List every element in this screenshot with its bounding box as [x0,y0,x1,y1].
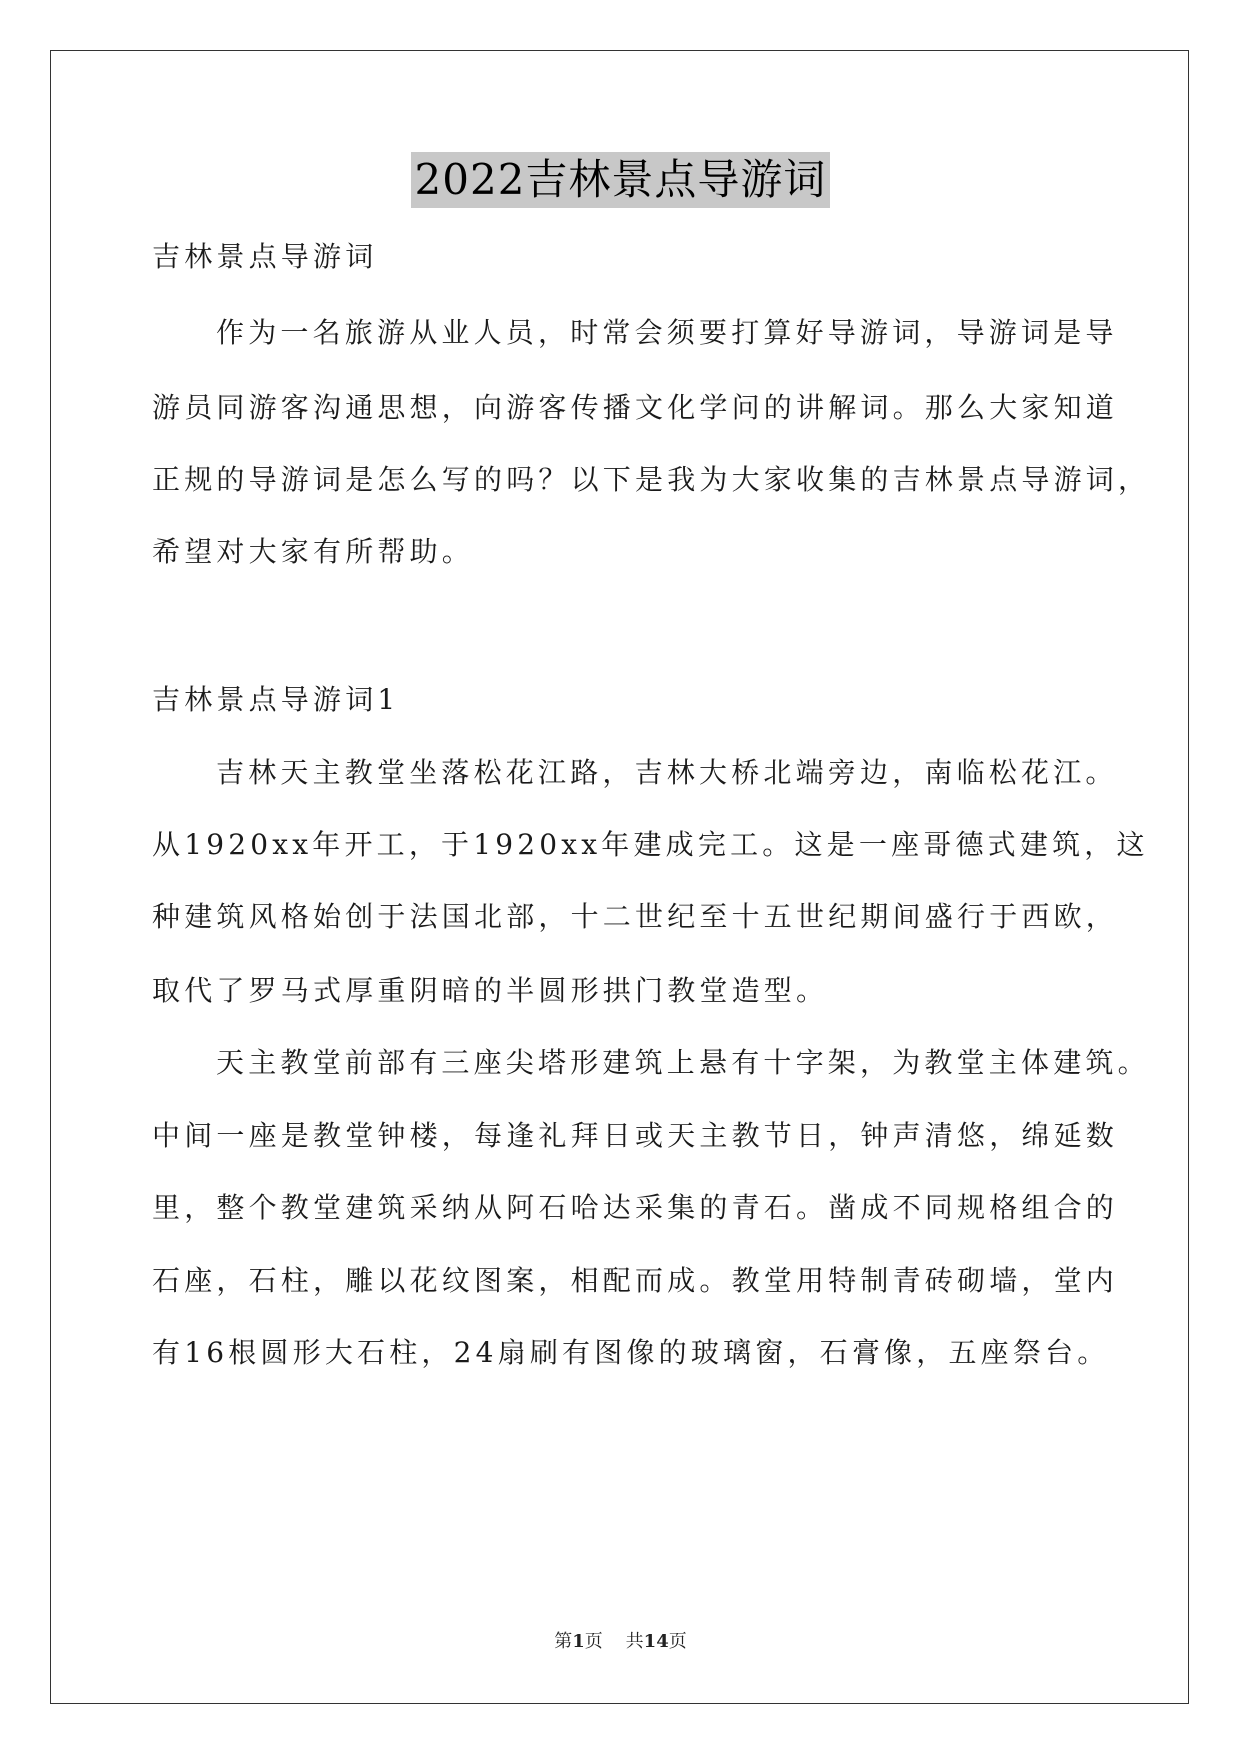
intro-line-3: 正规的导游词是怎么写的吗？以下是我为大家收集的吉林景点导游词， [152,463,1151,496]
para2-line-4: 石座，石柱，雕以花纹图案，相配而成。教堂用特制青砖砌墙，堂内 [152,1264,1119,1297]
para2-line-2: 中间一座是教堂钟楼，每逢礼拜日或天主教节日，钟声清悠，绵延数 [152,1119,1119,1152]
section-heading: 吉林景点导游词1 [152,683,400,716]
page-border [50,50,1189,1704]
footer-page-prefix: 第 [554,1631,573,1652]
footer-total-pages: 14 [643,1631,669,1652]
intro-line-4: 希望对大家有所帮助。 [152,535,475,568]
para2-line-1: 天主教堂前部有三座尖塔形建筑上悬有十字架，为教堂主体建筑。 [216,1046,1150,1079]
para2-line-5: 有16根圆形大石柱，24扇刷有图像的玻璃窗，石膏像，五座祭台。 [152,1336,1110,1369]
para1-line-1: 吉林天主教堂坐落松花江路，吉林大桥北端旁边，南临松花江。 [216,756,1118,789]
footer-page-suffix: 页 [584,1631,603,1652]
document-subtitle: 吉林景点导游词 [152,240,378,273]
para1-line-2: 从1920xx年开工，于1920xx年建成完工。这是一座哥德式建筑，这 [152,828,1149,861]
document-title: 2022吉林景点导游词 [411,152,831,208]
para1-line-4: 取代了罗马式厚重阴暗的半圆形拱门教堂造型。 [152,974,829,1007]
title-container [0,152,1241,208]
page-footer [0,1630,1241,1654]
footer-total-prefix: 共 [625,1631,644,1652]
footer-total-suffix: 页 [668,1631,687,1652]
footer-page-number: 1 [572,1631,585,1652]
para1-line-3: 种建筑风格始创于法国北部，十二世纪至十五世纪期间盛行于西欧， [152,900,1119,933]
intro-line-1: 作为一名旅游从业人员，时常会须要打算好导游词，导游词是导 [216,316,1118,349]
intro-line-2: 游员同游客沟通思想，向游客传播文化学问的讲解词。那么大家知道 [152,391,1119,424]
para2-line-3: 里，整个教堂建筑采纳从阿石哈达采集的青石。凿成不同规格组合的 [152,1191,1119,1224]
